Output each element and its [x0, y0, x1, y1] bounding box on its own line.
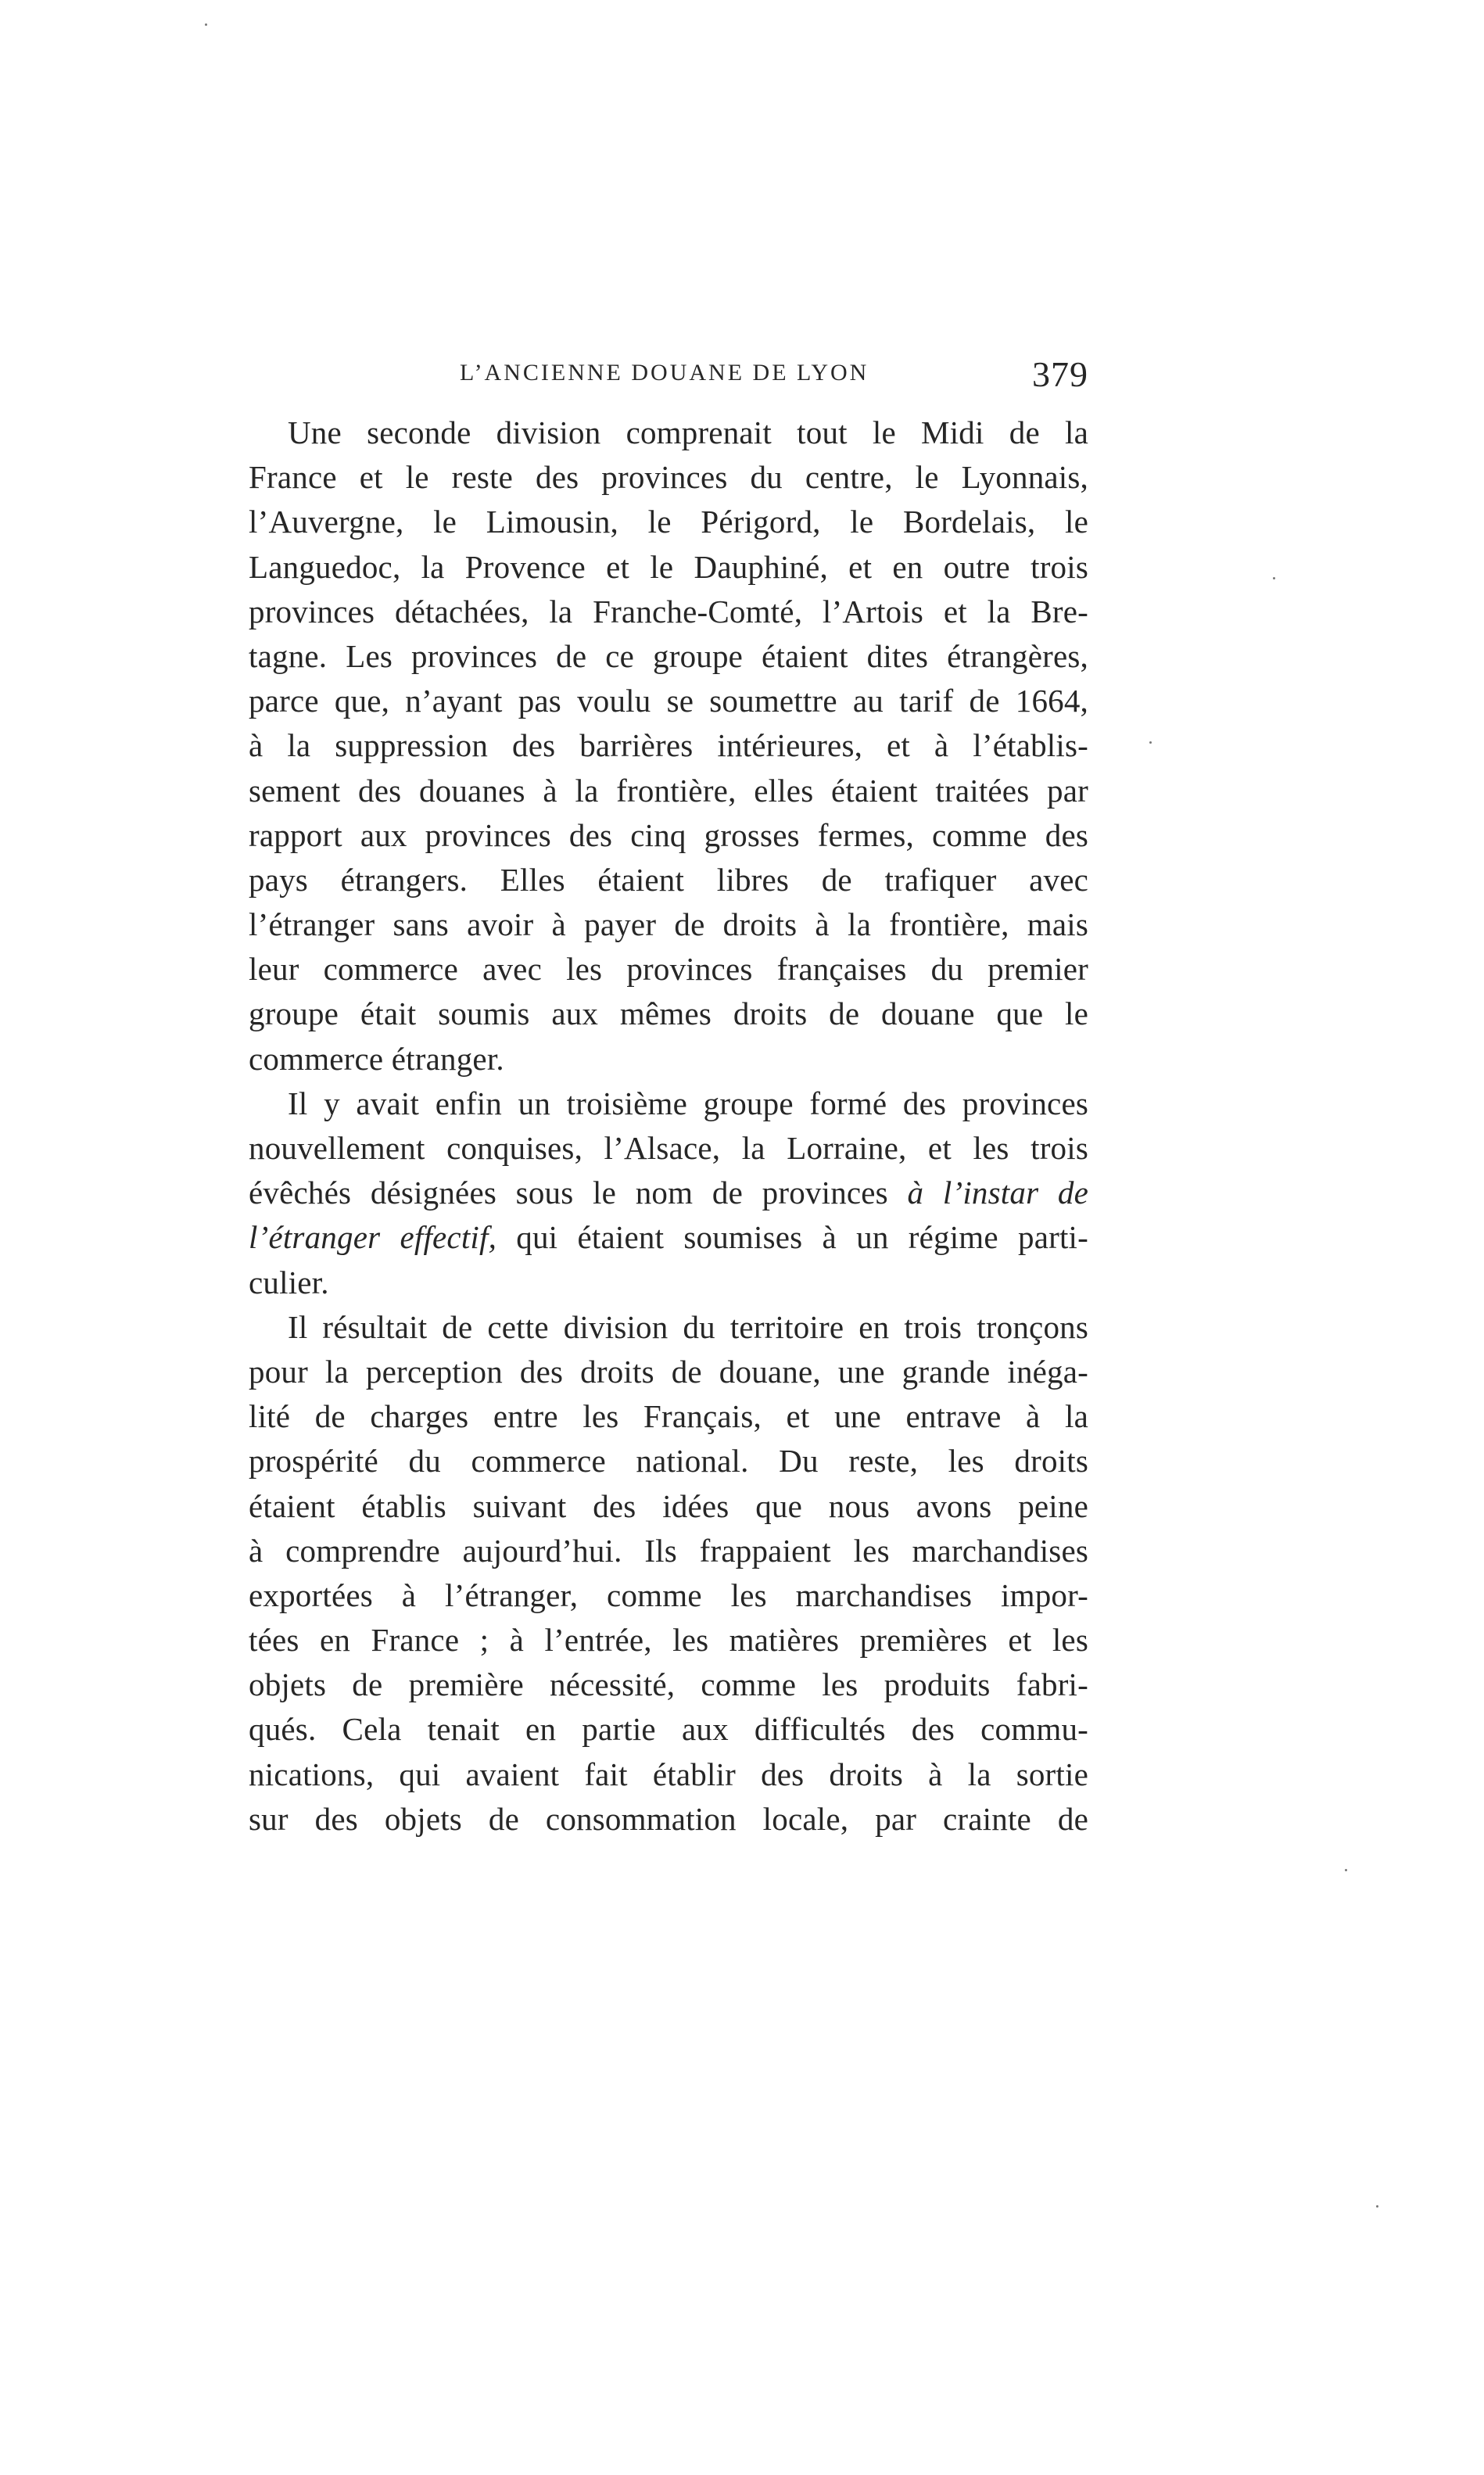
text-line	[249, 411, 1088, 455]
line-text: l’Auvergne, le Limousin, le Périgord, le Bordelais, le	[249, 504, 1088, 540]
italic-text: à l’instar de	[907, 1175, 1088, 1211]
text-line	[249, 1484, 1088, 1529]
scan-speck	[1376, 2205, 1378, 2208]
text-line	[249, 545, 1088, 590]
line-text: culier.	[249, 1264, 329, 1300]
line-text: lité de charges entre les Français, et une entrave à la	[249, 1398, 1088, 1435]
line-text: l’étranger sans avoir à payer de droits à la frontière, mais	[249, 906, 1088, 943]
text-line	[249, 1618, 1088, 1663]
line-text: étaient établis suivant des idées que nous avons peine	[249, 1487, 1088, 1524]
line-text: Il résultait de cette division du territoire en trois tronçons	[288, 1308, 1088, 1345]
text-line	[249, 1707, 1088, 1752]
text-line	[249, 813, 1088, 858]
line-text: évêchés désignées sous le nom de provinces	[249, 1175, 888, 1211]
text-line	[249, 992, 1088, 1036]
text-line	[249, 1394, 1088, 1439]
italic-text: l’étranger effectif,	[249, 1219, 497, 1256]
line-text: à comprendre aujourd’hui. Ils frappaient les marchandises	[249, 1532, 1088, 1569]
text-line	[249, 1663, 1088, 1707]
text-line	[249, 1573, 1088, 1618]
line-text: sement des douanes à la frontière, elles étaient traitées par	[249, 772, 1088, 809]
text-line	[249, 634, 1088, 679]
line-text: parce que, n’ayant pas voulu se soumettre au tarif de 1664,	[249, 683, 1088, 719]
line-text: à la suppression des barrières intérieures, et à l’établis-	[249, 727, 1088, 764]
text-line	[249, 1529, 1088, 1573]
text-line	[249, 1752, 1088, 1797]
text-line	[249, 590, 1088, 634]
body-text	[249, 411, 1088, 1842]
line-text: Languedoc, la Provence et le Dauphiné, et en outre trois	[249, 548, 1088, 585]
text-line	[249, 455, 1088, 500]
text-line	[249, 1171, 1088, 1215]
running-head	[249, 353, 1088, 400]
text-line	[249, 723, 1088, 768]
text-line	[249, 1215, 1088, 1260]
line-text: tagne. Les provinces de ce groupe étaient dites étrangères,	[249, 637, 1088, 674]
text-line	[249, 1350, 1088, 1394]
running-title: L’ANCIENNE DOUANE DE LYON	[460, 360, 869, 386]
scan-speck	[1345, 1869, 1347, 1871]
text-line	[249, 947, 1088, 992]
line-text: groupe était soumis aux mêmes droits de douane que le	[249, 995, 1088, 1032]
line-text: rapport aux provinces des cinq grosses fermes, comme des	[249, 816, 1088, 853]
line-text: sur des objets de consommation locale, par crainte de	[249, 1800, 1088, 1837]
line-text: nications, qui avaient fait établir des droits à la sortie	[249, 1756, 1088, 1792]
text-line	[249, 1037, 1088, 1081]
text-line	[249, 500, 1088, 544]
line-text: prospérité du commerce national. Du reste, les droits	[249, 1443, 1088, 1480]
line-text: tées en France ; à l’entrée, les matières premières et les	[249, 1622, 1088, 1659]
line-text: qués. Cela tenait en partie aux difficultés des commu-	[249, 1711, 1088, 1748]
text-line	[249, 858, 1088, 902]
text-line	[249, 1439, 1088, 1483]
line-text: provinces détachées, la Franche-Comté, l’Artois et la Bre-	[249, 593, 1088, 630]
text-line	[249, 902, 1088, 947]
line-text: France et le reste des provinces du centre, le Lyonnais,	[249, 459, 1088, 496]
line-text: exportées à l’étranger, comme les marchandises impor-	[249, 1576, 1088, 1613]
line-text: Il y avait enfin un troisième groupe formé des provinces	[288, 1085, 1088, 1121]
text-line	[249, 1081, 1088, 1126]
line-text: nouvellement conquises, l’Alsace, la Lorraine, et les trois	[249, 1130, 1088, 1166]
line-text: leur commerce avec les provinces françaises du premier	[249, 951, 1088, 988]
line-text: Une seconde division comprenait tout le Midi de la	[288, 414, 1088, 450]
page-number: 379	[1032, 354, 1088, 394]
scan-speck	[205, 23, 207, 26]
text-line	[249, 769, 1088, 813]
text-line	[249, 679, 1088, 723]
line-text: objets de première nécessité, comme les produits fabri-	[249, 1666, 1088, 1703]
line-text: commerce étranger.	[249, 1040, 504, 1077]
text-line	[249, 1797, 1088, 1842]
text-line	[249, 1261, 1088, 1305]
text-line	[249, 1305, 1088, 1350]
line-text: qui étaient soumises à un régime parti-	[516, 1219, 1088, 1256]
line-text: pays étrangers. Elles étaient libres de trafiquer avec	[249, 861, 1088, 898]
scan-speck	[1273, 577, 1275, 579]
scan-speck	[1149, 741, 1152, 744]
text-line	[249, 1126, 1088, 1171]
line-text: pour la perception des droits de douane, une grande inéga-	[249, 1353, 1088, 1390]
